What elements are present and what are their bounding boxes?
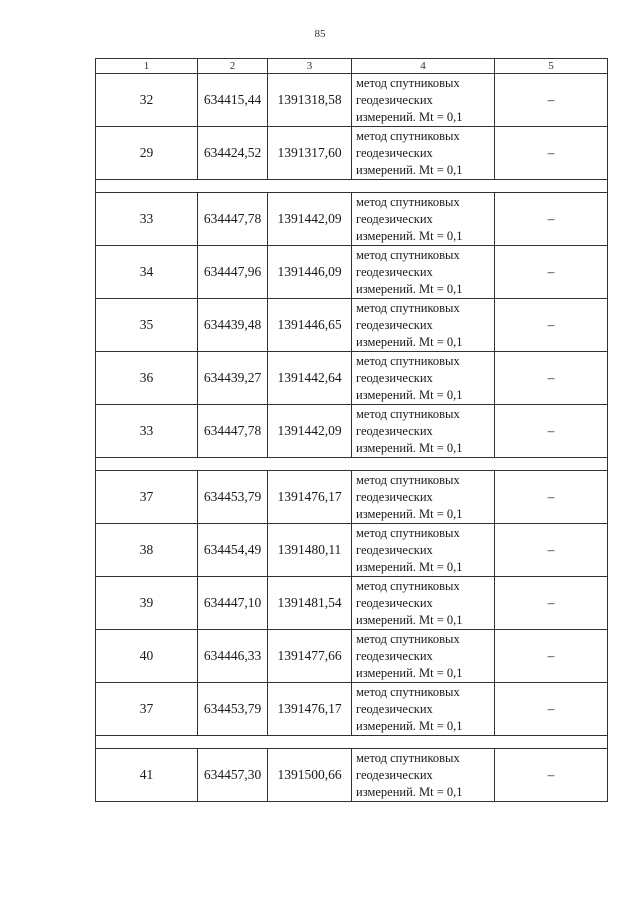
x-coordinate-cell: 634447,78 bbox=[198, 193, 268, 246]
note-cell: – bbox=[495, 74, 608, 127]
table-row bbox=[96, 246, 608, 299]
spacer-cell bbox=[96, 736, 608, 749]
point-id-cell: 35 bbox=[96, 299, 198, 352]
y-coordinate-cell: 1391442,09 bbox=[268, 405, 352, 458]
method-line: измерений. Mt = 0,1 bbox=[356, 665, 463, 680]
note-cell: – bbox=[495, 683, 608, 736]
method-cell bbox=[352, 471, 495, 524]
column-header: 5 bbox=[495, 59, 608, 74]
table-row bbox=[96, 193, 608, 246]
note-cell: – bbox=[495, 630, 608, 683]
method-cell bbox=[352, 127, 495, 180]
method-cell bbox=[352, 246, 495, 299]
table-row bbox=[96, 471, 608, 524]
table-row bbox=[96, 683, 608, 736]
table-row bbox=[96, 630, 608, 683]
method-line: измерений. Mt = 0,1 bbox=[356, 109, 463, 124]
x-coordinate-cell: 634453,79 bbox=[198, 471, 268, 524]
y-coordinate-cell: 1391477,66 bbox=[268, 630, 352, 683]
column-header: 1 bbox=[96, 59, 198, 74]
y-coordinate-cell: 1391500,66 bbox=[268, 749, 352, 802]
y-coordinate-cell: 1391480,11 bbox=[268, 524, 352, 577]
method-line: измерений. Mt = 0,1 bbox=[356, 162, 463, 177]
method-line: измерений. Mt = 0,1 bbox=[356, 334, 463, 349]
point-id-cell: 32 bbox=[96, 74, 198, 127]
point-id-cell: 34 bbox=[96, 246, 198, 299]
method-cell bbox=[352, 683, 495, 736]
note-cell: – bbox=[495, 749, 608, 802]
column-header: 3 bbox=[268, 59, 352, 74]
column-header: 2 bbox=[198, 59, 268, 74]
method-line: измерений. Mt = 0,1 bbox=[356, 784, 463, 799]
table-header-row bbox=[96, 59, 608, 74]
method-cell bbox=[352, 299, 495, 352]
method-line: измерений. Mt = 0,1 bbox=[356, 440, 463, 455]
x-coordinate-cell: 634424,52 bbox=[198, 127, 268, 180]
method-line: метод спутниковых bbox=[356, 75, 460, 90]
point-id-cell: 40 bbox=[96, 630, 198, 683]
method-line: метод спутниковых bbox=[356, 578, 460, 593]
note-cell: – bbox=[495, 524, 608, 577]
method-cell bbox=[352, 577, 495, 630]
table-body bbox=[96, 74, 608, 802]
table-spacer-row bbox=[96, 736, 608, 749]
method-line: метод спутниковых bbox=[356, 247, 460, 262]
x-coordinate-cell: 634454,49 bbox=[198, 524, 268, 577]
x-coordinate-cell: 634457,30 bbox=[198, 749, 268, 802]
page-number: 85 bbox=[314, 28, 326, 40]
y-coordinate-cell: 1391446,65 bbox=[268, 299, 352, 352]
note-cell: – bbox=[495, 471, 608, 524]
note-cell: – bbox=[495, 127, 608, 180]
method-cell bbox=[352, 749, 495, 802]
table-row bbox=[96, 524, 608, 577]
point-id-cell: 38 bbox=[96, 524, 198, 577]
table-row bbox=[96, 127, 608, 180]
method-line: геодезических bbox=[356, 370, 433, 385]
point-id-cell: 41 bbox=[96, 749, 198, 802]
note-cell: – bbox=[495, 193, 608, 246]
method-line: геодезических bbox=[356, 264, 433, 279]
method-line: измерений. Mt = 0,1 bbox=[356, 387, 463, 402]
note-cell: – bbox=[495, 405, 608, 458]
method-line: метод спутниковых bbox=[356, 750, 460, 765]
table-row bbox=[96, 749, 608, 802]
y-coordinate-cell: 1391476,17 bbox=[268, 471, 352, 524]
method-line: измерений. Mt = 0,1 bbox=[356, 559, 463, 574]
method-line: метод спутниковых bbox=[356, 300, 460, 315]
table-spacer-row bbox=[96, 180, 608, 193]
method-line: геодезических bbox=[356, 92, 433, 107]
method-line: метод спутниковых bbox=[356, 194, 460, 209]
method-line: метод спутниковых bbox=[356, 684, 460, 699]
method-line: геодезических bbox=[356, 701, 433, 716]
method-line: измерений. Mt = 0,1 bbox=[356, 228, 463, 243]
point-id-cell: 36 bbox=[96, 352, 198, 405]
x-coordinate-cell: 634446,33 bbox=[198, 630, 268, 683]
x-coordinate-cell: 634447,96 bbox=[198, 246, 268, 299]
x-coordinate-cell: 634447,10 bbox=[198, 577, 268, 630]
method-cell bbox=[352, 630, 495, 683]
point-id-cell: 33 bbox=[96, 405, 198, 458]
note-cell: – bbox=[495, 352, 608, 405]
method-line: геодезических bbox=[356, 211, 433, 226]
coordinates-table bbox=[95, 58, 608, 802]
method-line: измерений. Mt = 0,1 bbox=[356, 612, 463, 627]
note-cell: – bbox=[495, 246, 608, 299]
method-line: измерений. Mt = 0,1 bbox=[356, 718, 463, 733]
method-line: метод спутниковых bbox=[356, 631, 460, 646]
point-id-cell: 33 bbox=[96, 193, 198, 246]
method-cell bbox=[352, 352, 495, 405]
method-cell bbox=[352, 74, 495, 127]
y-coordinate-cell: 1391317,60 bbox=[268, 127, 352, 180]
method-line: метод спутниковых bbox=[356, 128, 460, 143]
table-row bbox=[96, 577, 608, 630]
method-cell bbox=[352, 405, 495, 458]
y-coordinate-cell: 1391318,58 bbox=[268, 74, 352, 127]
method-line: геодезических bbox=[356, 489, 433, 504]
spacer-cell bbox=[96, 458, 608, 471]
point-id-cell: 37 bbox=[96, 683, 198, 736]
method-line: геодезических bbox=[356, 542, 433, 557]
method-line: метод спутниковых bbox=[356, 353, 460, 368]
method-line: геодезических bbox=[356, 145, 433, 160]
method-cell bbox=[352, 193, 495, 246]
table-row bbox=[96, 299, 608, 352]
table-row bbox=[96, 405, 608, 458]
method-line: метод спутниковых bbox=[356, 406, 460, 421]
table-spacer-row bbox=[96, 458, 608, 471]
note-cell: – bbox=[495, 299, 608, 352]
x-coordinate-cell: 634453,79 bbox=[198, 683, 268, 736]
method-line: измерений. Mt = 0,1 bbox=[356, 281, 463, 296]
method-line: метод спутниковых bbox=[356, 472, 460, 487]
method-line: измерений. Mt = 0,1 bbox=[356, 506, 463, 521]
x-coordinate-cell: 634447,78 bbox=[198, 405, 268, 458]
method-line: метод спутниковых bbox=[356, 525, 460, 540]
x-coordinate-cell: 634439,27 bbox=[198, 352, 268, 405]
method-line: геодезических bbox=[356, 423, 433, 438]
table-row bbox=[96, 352, 608, 405]
column-header: 4 bbox=[352, 59, 495, 74]
point-id-cell: 29 bbox=[96, 127, 198, 180]
y-coordinate-cell: 1391446,09 bbox=[268, 246, 352, 299]
table-row bbox=[96, 74, 608, 127]
method-line: геодезических bbox=[356, 767, 433, 782]
method-line: геодезических bbox=[356, 648, 433, 663]
x-coordinate-cell: 634415,44 bbox=[198, 74, 268, 127]
note-cell: – bbox=[495, 577, 608, 630]
point-id-cell: 37 bbox=[96, 471, 198, 524]
y-coordinate-cell: 1391442,64 bbox=[268, 352, 352, 405]
y-coordinate-cell: 1391442,09 bbox=[268, 193, 352, 246]
point-id-cell: 39 bbox=[96, 577, 198, 630]
x-coordinate-cell: 634439,48 bbox=[198, 299, 268, 352]
y-coordinate-cell: 1391476,17 bbox=[268, 683, 352, 736]
method-cell bbox=[352, 524, 495, 577]
spacer-cell bbox=[96, 180, 608, 193]
method-line: геодезических bbox=[356, 595, 433, 610]
method-line: геодезических bbox=[356, 317, 433, 332]
y-coordinate-cell: 1391481,54 bbox=[268, 577, 352, 630]
